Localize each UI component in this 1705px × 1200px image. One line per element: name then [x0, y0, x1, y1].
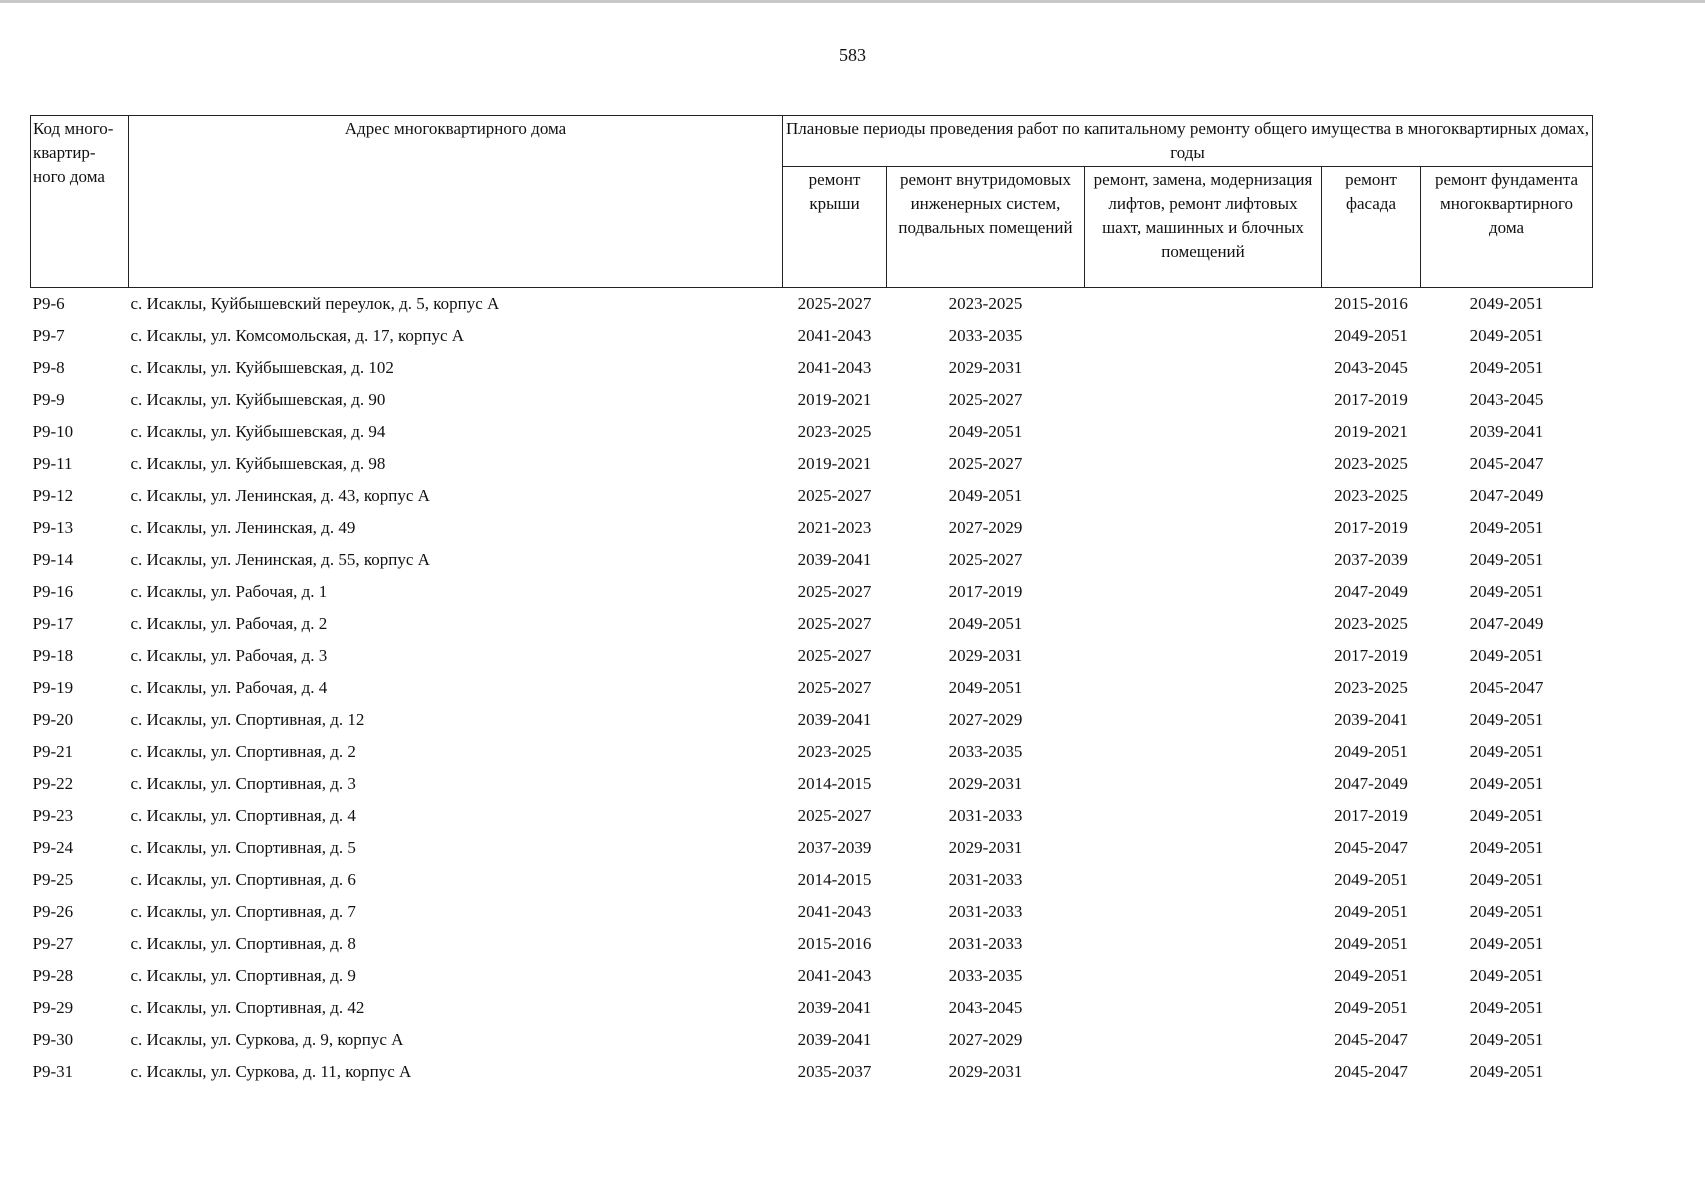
building-code: Р9-22 [32, 774, 74, 793]
facade-period: 2037-2039 [1334, 550, 1408, 569]
building-address: с. Исаклы, ул. Спортивная, д. 42 [130, 998, 365, 1017]
table-row [31, 768, 1593, 800]
facade-period: 2049-2051 [1334, 966, 1408, 985]
foundation-period: 2049-2051 [1469, 838, 1544, 857]
facade-period: 2047-2049 [1334, 582, 1408, 601]
facade-period: 2023-2025 [1334, 614, 1408, 633]
building-address: с. Исаклы, ул. Ленинская, д. 49 [130, 518, 356, 537]
table-row [31, 672, 1593, 704]
engineering-period: 2029-2031 [948, 358, 1023, 377]
header-engineering: ремонт внутридомовых инженерных систем, подвальных помещений [887, 167, 1085, 288]
header-facade: ремонт фасада [1322, 167, 1421, 288]
engineering-period: 2029-2031 [948, 1062, 1023, 1081]
engineering-period: 2049-2051 [948, 614, 1023, 633]
elevators-period [1085, 960, 1322, 992]
building-address: с. Исаклы, ул. Суркова, д. 11, корпус А [130, 1062, 412, 1081]
roof-period: 2014-2015 [797, 774, 872, 793]
building-address: с. Исаклы, ул. Спортивная, д. 7 [130, 902, 356, 921]
facade-period: 2045-2047 [1334, 1062, 1408, 1081]
elevators-period [1085, 1056, 1322, 1088]
roof-period: 2021-2023 [797, 518, 872, 537]
building-code: Р9-6 [32, 294, 65, 313]
elevators-period [1085, 992, 1322, 1024]
foundation-period: 2049-2051 [1469, 582, 1544, 601]
facade-period: 2049-2051 [1334, 998, 1408, 1017]
building-address: с. Исаклы, ул. Спортивная, д. 9 [130, 966, 356, 985]
repair-schedule-table [30, 115, 1593, 1088]
roof-period: 2015-2016 [797, 934, 872, 953]
roof-period: 2039-2041 [797, 710, 872, 729]
table-row [31, 576, 1593, 608]
roof-period: 2025-2027 [797, 582, 872, 601]
elevators-period [1085, 544, 1322, 576]
building-address: с. Исаклы, ул. Спортивная, д. 3 [130, 774, 356, 793]
table-row [31, 960, 1593, 992]
building-address: с. Исаклы, ул. Куйбышевская, д. 94 [130, 422, 386, 441]
foundation-period: 2049-2051 [1469, 646, 1544, 665]
facade-period: 2049-2051 [1334, 902, 1408, 921]
elevators-period [1085, 576, 1322, 608]
foundation-period: 2049-2051 [1469, 902, 1544, 921]
page-number: 583 [839, 45, 866, 65]
elevators-period [1085, 800, 1322, 832]
engineering-period: 2029-2031 [948, 838, 1023, 857]
elevators-period [1085, 672, 1322, 704]
elevators-period [1085, 288, 1322, 321]
building-code: Р9-31 [32, 1062, 74, 1081]
engineering-period: 2049-2051 [948, 678, 1023, 697]
building-address: с. Исаклы, ул. Ленинская, д. 43, корпус А [130, 486, 430, 505]
table-row [31, 896, 1593, 928]
building-code: Р9-14 [32, 550, 74, 569]
elevators-period [1085, 1024, 1322, 1056]
table-row [31, 608, 1593, 640]
roof-period: 2035-2037 [797, 1062, 872, 1081]
table-row [31, 448, 1593, 480]
foundation-period: 2049-2051 [1469, 550, 1544, 569]
table-row [31, 320, 1593, 352]
table-row [31, 416, 1593, 448]
engineering-period: 2025-2027 [948, 390, 1023, 409]
roof-period: 2014-2015 [797, 870, 872, 889]
building-code: Р9-8 [32, 358, 65, 377]
table-row [31, 480, 1593, 512]
roof-period: 2025-2027 [797, 678, 872, 697]
building-code: Р9-28 [32, 966, 74, 985]
building-address: с. Исаклы, ул. Спортивная, д. 12 [130, 710, 365, 729]
table-row [31, 864, 1593, 896]
engineering-period: 2031-2033 [948, 902, 1023, 921]
table-row [31, 640, 1593, 672]
facade-period: 2039-2041 [1334, 710, 1408, 729]
roof-period: 2041-2043 [797, 966, 872, 985]
building-code: Р9-23 [32, 806, 74, 825]
building-code: Р9-29 [32, 998, 74, 1017]
facade-period: 2019-2021 [1334, 422, 1408, 441]
engineering-period: 2027-2029 [948, 518, 1023, 537]
foundation-period: 2049-2051 [1469, 326, 1544, 345]
facade-period: 2023-2025 [1334, 678, 1408, 697]
foundation-period: 2049-2051 [1469, 294, 1544, 313]
building-code: Р9-18 [32, 646, 74, 665]
table-row [31, 992, 1593, 1024]
foundation-period: 2047-2049 [1469, 614, 1544, 633]
roof-period: 2025-2027 [797, 294, 872, 313]
facade-period: 2049-2051 [1334, 326, 1408, 345]
building-address: с. Исаклы, ул. Куйбышевская, д. 90 [130, 390, 386, 409]
facade-period: 2017-2019 [1334, 806, 1408, 825]
elevators-period [1085, 352, 1322, 384]
facade-period: 2045-2047 [1334, 838, 1408, 857]
elevators-period [1085, 512, 1322, 544]
engineering-period: 2027-2029 [948, 710, 1023, 729]
roof-period: 2039-2041 [797, 998, 872, 1017]
facade-period: 2049-2051 [1334, 934, 1408, 953]
elevators-period [1085, 896, 1322, 928]
roof-period: 2025-2027 [797, 806, 872, 825]
foundation-period: 2045-2047 [1469, 678, 1544, 697]
elevators-period [1085, 768, 1322, 800]
building-address: с. Исаклы, ул. Комсомольская, д. 17, корпус А [130, 326, 465, 345]
elevators-period [1085, 704, 1322, 736]
building-address: с. Исаклы, ул. Куйбышевская, д. 102 [130, 358, 394, 377]
roof-period: 2023-2025 [797, 422, 872, 441]
engineering-period: 2027-2029 [948, 1030, 1023, 1049]
engineering-period: 2025-2027 [948, 454, 1023, 473]
building-address: с. Исаклы, ул. Спортивная, д. 6 [130, 870, 356, 889]
elevators-period [1085, 384, 1322, 416]
building-address: с. Исаклы, ул. Рабочая, д. 4 [130, 678, 328, 697]
elevators-period [1085, 832, 1322, 864]
elevators-period [1085, 928, 1322, 960]
engineering-period: 2031-2033 [948, 934, 1023, 953]
foundation-period: 2047-2049 [1469, 486, 1544, 505]
foundation-period: 2049-2051 [1469, 710, 1544, 729]
engineering-period: 2029-2031 [948, 646, 1023, 665]
building-address: с. Исаклы, Куйбышевский переулок, д. 5, корпус А [130, 294, 500, 313]
table-row [31, 1056, 1593, 1088]
elevators-period [1085, 320, 1322, 352]
roof-period: 2019-2021 [797, 390, 872, 409]
elevators-period [1085, 864, 1322, 896]
building-code: Р9-21 [32, 742, 74, 761]
facade-period: 2049-2051 [1334, 742, 1408, 761]
roof-period: 2041-2043 [797, 326, 872, 345]
building-code: Р9-20 [32, 710, 74, 729]
engineering-period: 2023-2025 [948, 294, 1023, 313]
building-code: Р9-25 [32, 870, 74, 889]
engineering-period: 2031-2033 [948, 870, 1023, 889]
building-address: с. Исаклы, ул. Спортивная, д. 2 [130, 742, 356, 761]
header-address: Адрес многоквартирного дома [129, 116, 783, 288]
elevators-period [1085, 640, 1322, 672]
foundation-period: 2043-2045 [1469, 390, 1544, 409]
header-code: Код много-квартир-ного дома [31, 116, 129, 288]
facade-period: 2047-2049 [1334, 774, 1408, 793]
building-address: с. Исаклы, ул. Ленинская, д. 55, корпус А [130, 550, 430, 569]
table-row [31, 384, 1593, 416]
header-elevators: ремонт, замена, модернизация лифтов, ремонт лифтовых шахт, машинных и блочных помещений [1085, 167, 1322, 288]
roof-period: 2041-2043 [797, 358, 872, 377]
engineering-period: 2025-2027 [948, 550, 1023, 569]
header-foundation: ремонт фундамента многоквартирного дома [1421, 167, 1593, 288]
roof-period: 2019-2021 [797, 454, 872, 473]
engineering-period: 2049-2051 [948, 422, 1023, 441]
building-code: Р9-9 [32, 390, 65, 409]
roof-period: 2041-2043 [797, 902, 872, 921]
foundation-period: 2045-2047 [1469, 454, 1544, 473]
table-row [31, 928, 1593, 960]
foundation-period: 2049-2051 [1469, 1030, 1544, 1049]
table-row [31, 544, 1593, 576]
table-body [31, 288, 1593, 1089]
facade-period: 2045-2047 [1334, 1030, 1408, 1049]
table-row [31, 800, 1593, 832]
engineering-period: 2049-2051 [948, 486, 1023, 505]
building-code: Р9-17 [32, 614, 74, 633]
building-address: с. Исаклы, ул. Суркова, д. 9, корпус А [130, 1030, 404, 1049]
elevators-period [1085, 608, 1322, 640]
facade-period: 2017-2019 [1334, 518, 1408, 537]
roof-period: 2025-2027 [797, 646, 872, 665]
foundation-period: 2049-2051 [1469, 774, 1544, 793]
table-row [31, 832, 1593, 864]
table-row [31, 1024, 1593, 1056]
roof-period: 2025-2027 [797, 614, 872, 633]
engineering-period: 2033-2035 [948, 742, 1023, 761]
engineering-period: 2017-2019 [948, 582, 1023, 601]
building-address: с. Исаклы, ул. Рабочая, д. 1 [130, 582, 328, 601]
roof-period: 2023-2025 [797, 742, 872, 761]
foundation-period: 2049-2051 [1469, 998, 1544, 1017]
building-code: Р9-26 [32, 902, 74, 921]
building-code: Р9-16 [32, 582, 74, 601]
foundation-period: 2049-2051 [1469, 934, 1544, 953]
building-address: с. Исаклы, ул. Спортивная, д. 4 [130, 806, 356, 825]
engineering-period: 2029-2031 [948, 774, 1023, 793]
roof-period: 2037-2039 [797, 838, 872, 857]
elevators-period [1085, 480, 1322, 512]
engineering-period: 2033-2035 [948, 966, 1023, 985]
elevators-period [1085, 448, 1322, 480]
building-address: с. Исаклы, ул. Куйбышевская, д. 98 [130, 454, 386, 473]
roof-period: 2039-2041 [797, 550, 872, 569]
foundation-period: 2049-2051 [1469, 966, 1544, 985]
table-row [31, 288, 1593, 321]
header-planned-periods: Плановые периоды проведения работ по капитальному ремонту общего имущества в многоквартирных домах, годы [783, 116, 1593, 167]
building-address: с. Исаклы, ул. Спортивная, д. 8 [130, 934, 356, 953]
foundation-period: 2039-2041 [1469, 422, 1544, 441]
foundation-period: 2049-2051 [1469, 358, 1544, 377]
building-code: Р9-19 [32, 678, 74, 697]
facade-period: 2049-2051 [1334, 870, 1408, 889]
building-code: Р9-7 [32, 326, 65, 345]
table-row [31, 704, 1593, 736]
engineering-period: 2033-2035 [948, 326, 1023, 345]
building-code: Р9-13 [32, 518, 74, 537]
building-code: Р9-27 [32, 934, 74, 953]
roof-period: 2039-2041 [797, 1030, 872, 1049]
building-address: с. Исаклы, ул. Спортивная, д. 5 [130, 838, 356, 857]
building-code: Р9-24 [32, 838, 74, 857]
facade-period: 2017-2019 [1334, 646, 1408, 665]
building-code: Р9-10 [32, 422, 74, 441]
foundation-period: 2049-2051 [1469, 806, 1544, 825]
table-row [31, 736, 1593, 768]
facade-period: 2043-2045 [1334, 358, 1408, 377]
building-address: с. Исаклы, ул. Рабочая, д. 3 [130, 646, 328, 665]
building-code: Р9-12 [32, 486, 74, 505]
foundation-period: 2049-2051 [1469, 1062, 1544, 1081]
facade-period: 2017-2019 [1334, 390, 1408, 409]
facade-period: 2023-2025 [1334, 486, 1408, 505]
building-code: Р9-11 [32, 454, 73, 473]
building-code: Р9-30 [32, 1030, 74, 1049]
elevators-period [1085, 736, 1322, 768]
building-address: с. Исаклы, ул. Рабочая, д. 2 [130, 614, 328, 633]
elevators-period [1085, 416, 1322, 448]
foundation-period: 2049-2051 [1469, 742, 1544, 761]
foundation-period: 2049-2051 [1469, 870, 1544, 889]
table-row [31, 352, 1593, 384]
facade-period: 2023-2025 [1334, 454, 1408, 473]
header-roof: ремонт крыши [783, 167, 887, 288]
foundation-period: 2049-2051 [1469, 518, 1544, 537]
scan-edge [0, 0, 1705, 3]
facade-period: 2015-2016 [1334, 294, 1408, 313]
engineering-period: 2031-2033 [948, 806, 1023, 825]
roof-period: 2025-2027 [797, 486, 872, 505]
engineering-period: 2043-2045 [948, 998, 1023, 1017]
table-row [31, 512, 1593, 544]
